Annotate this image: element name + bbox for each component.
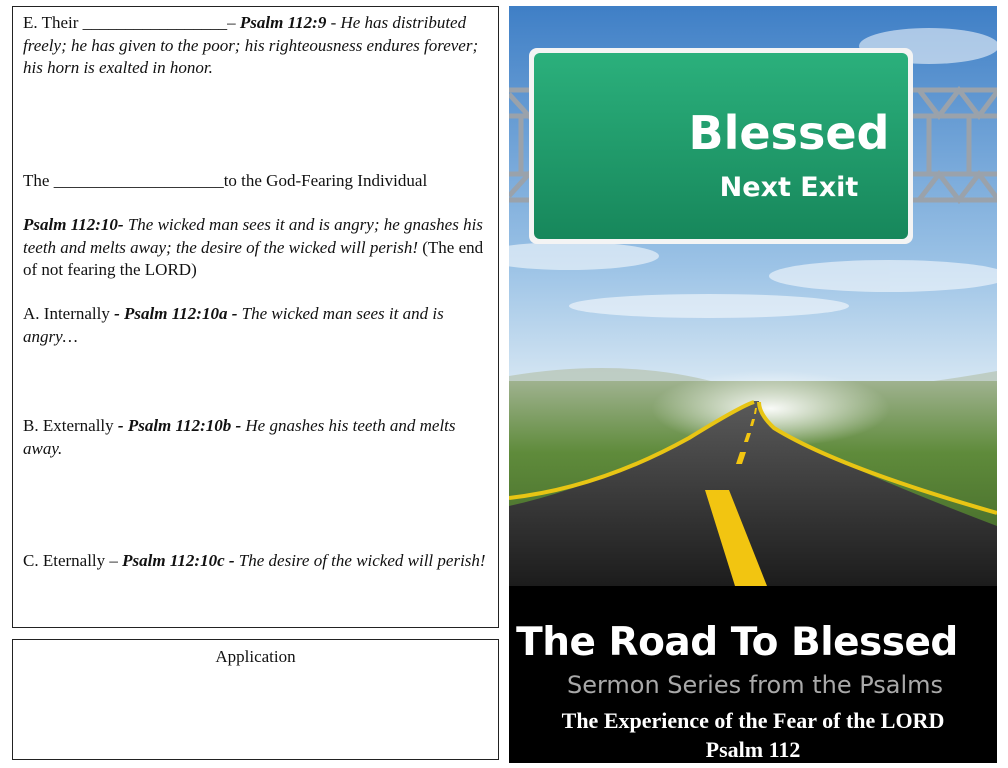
point-e-label: E. Their — [23, 13, 83, 32]
point-e — [23, 12, 486, 80]
notes-panel — [12, 6, 499, 628]
psalm-10-verse: The wicked man sees it and is angry; he gnashes his teeth and melts away; the desire of the wicked will perish! — [23, 215, 483, 257]
sign-text-blessed: Blessed — [688, 106, 890, 160]
point-b-verse: He gnashes his teeth and melts away. — [23, 416, 456, 458]
cover-title: The Road To Blessed — [516, 620, 958, 665]
application-panel — [12, 639, 499, 760]
point-b-label: B. Externally — [23, 416, 118, 435]
psalm-10-paragraph — [23, 214, 486, 282]
point-a-verse: The wicked man sees it and is angry… — [23, 304, 444, 346]
point-a — [23, 303, 486, 348]
cover-sermon-title: The Experience of the Fear of the LORD — [561, 708, 945, 733]
point-c-verse: The desire of the wicked will perish! — [234, 551, 486, 570]
point-c — [23, 550, 486, 573]
sermon-cover — [509, 6, 997, 763]
point-e-reference: Psalm 112:9 — [239, 13, 327, 32]
heading-rest: to the God-Fearing Individual — [223, 171, 428, 190]
point-c-reference: Psalm 112:10c - — [122, 551, 235, 570]
cover-subtitle: Sermon Series from the Psalms — [566, 671, 944, 699]
point-b — [23, 415, 486, 460]
sign-text-next-exit: Next Exit — [719, 172, 859, 203]
point-e-verse: - He has distributed freely; he has given to the poor; his righteousness endures forever; his horn is exalted in honor. — [23, 13, 479, 77]
section-heading — [23, 170, 486, 193]
point-c-label: C. Eternally – — [23, 551, 123, 570]
cover-scripture: Psalm 112 — [705, 737, 801, 762]
psalm-10-reference: Psalm 112:10- — [23, 215, 124, 234]
point-e-dash: – — [227, 13, 240, 32]
point-b-reference: - Psalm 112:10b - — [117, 416, 242, 435]
heading-blank: ____________________ — [53, 171, 224, 190]
application-title: Application — [215, 647, 296, 666]
point-e-blank: _________________ — [82, 13, 228, 32]
psalm-10-note: (The end of not fearing the LORD) — [23, 237, 484, 279]
point-a-reference: - Psalm 112:10a - — [114, 304, 238, 323]
heading-the: The — [23, 171, 54, 190]
point-a-label: A. Internally — [23, 304, 115, 323]
cover-image — [509, 6, 997, 586]
